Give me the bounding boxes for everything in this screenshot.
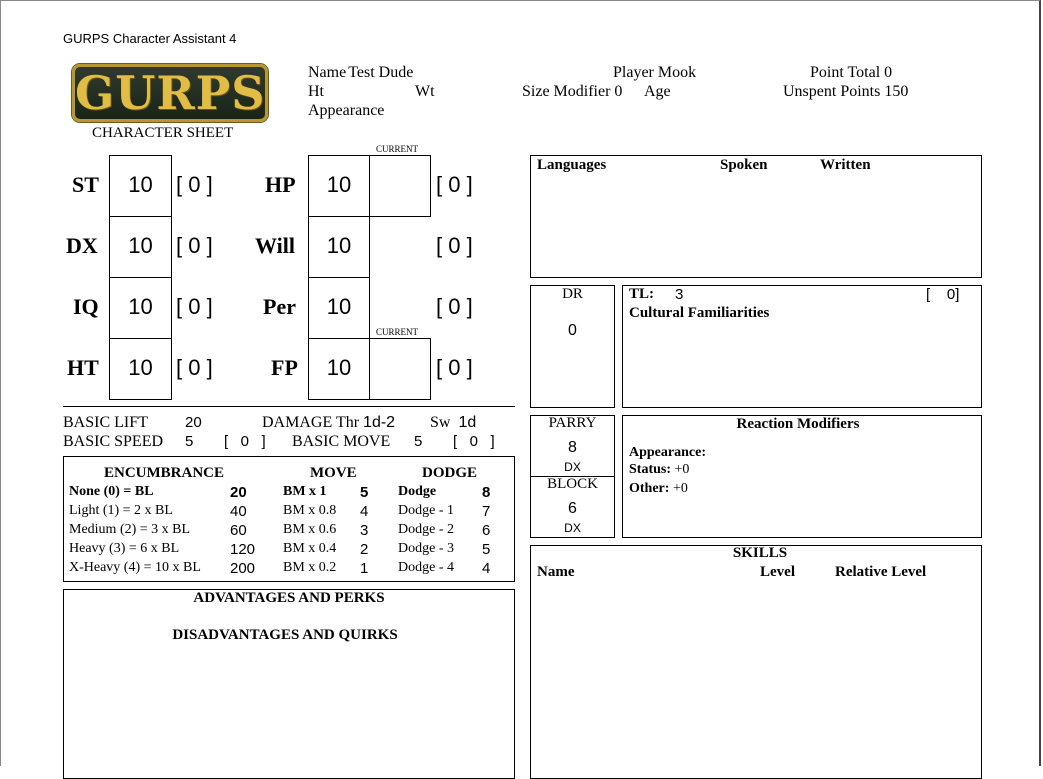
- enc-dodge-label-4: Dodge - 4: [398, 560, 454, 575]
- basic-lift-label: BASIC LIFT: [63, 414, 148, 431]
- tl-label: TL:: [629, 286, 655, 302]
- enc-level-2: Medium (2) = 3 x BL: [69, 522, 191, 537]
- enc-move-3: 2: [360, 541, 369, 558]
- player-row: [613, 64, 696, 82]
- tl-cost: [ 0]: [926, 286, 960, 303]
- enc-level-3: Heavy (3) = 6 x BL: [69, 541, 180, 556]
- ht-cost: [ 0 ]: [176, 355, 213, 380]
- character-name[interactable]: Test Dude: [348, 64, 414, 81]
- dx-label: DX: [66, 233, 98, 258]
- dr-box[interactable]: [530, 285, 615, 408]
- per-cost: [ 0 ]: [436, 294, 473, 319]
- enc-dodge-label-0: Dodge: [398, 484, 437, 499]
- fp-cost: [ 0 ]: [436, 355, 473, 380]
- enc-move-4: 1: [360, 560, 369, 577]
- enc-weight-0: 20: [230, 484, 247, 501]
- iq-cost: [ 0 ]: [176, 294, 213, 319]
- block-label: BLOCK: [547, 476, 598, 492]
- reaction-status: +0: [674, 462, 690, 477]
- size-modifier[interactable]: 0: [614, 83, 623, 100]
- thrust-damage: 1d-2: [363, 414, 396, 431]
- appearance-label: Appearance: [308, 102, 385, 119]
- point-total[interactable]: 0: [884, 64, 893, 81]
- size-modifier-label: Size Modifier: [522, 83, 611, 100]
- reaction-appearance-label: Appearance:: [629, 445, 706, 460]
- skills-level-header: Level: [760, 564, 795, 580]
- dodge-header: DODGE: [422, 465, 478, 481]
- per-value: 10: [326, 294, 352, 319]
- enc-dodge-label-1: Dodge - 1: [398, 503, 454, 518]
- parry-value: 8: [568, 439, 577, 456]
- will-cost: [ 0 ]: [436, 233, 473, 258]
- hp-current-box[interactable]: [369, 155, 431, 217]
- enc-move-label-0: BM x 1: [283, 484, 327, 499]
- divider: [63, 406, 515, 407]
- enc-dodge-1: 7: [482, 503, 491, 520]
- enc-move-label-3: BM x 0.4: [283, 541, 337, 556]
- disadvantages-title: DISADVANTAGES AND QUIRKS: [172, 627, 398, 643]
- basic-move: 5: [414, 433, 423, 450]
- languages-title: Languages: [537, 157, 607, 173]
- character-sheet-label: CHARACTER SHEET: [92, 125, 234, 141]
- basic-lift: 20: [185, 414, 202, 431]
- gurps-logo: [72, 64, 268, 122]
- will-label: Will: [255, 233, 295, 258]
- iq-label: IQ: [73, 294, 99, 319]
- tl-box[interactable]: [622, 285, 982, 408]
- st-label: ST: [72, 172, 99, 197]
- name-label: Name: [308, 64, 347, 81]
- player-name[interactable]: Mook: [657, 64, 697, 81]
- unspent-row: [783, 83, 908, 101]
- enc-dodge-label-2: Dodge - 2: [398, 522, 454, 537]
- tl-value: 3: [675, 286, 684, 303]
- fp-current-box[interactable]: [369, 338, 431, 400]
- enc-level-1: Light (1) = 2 x BL: [69, 503, 173, 518]
- st-cost: [ 0 ]: [176, 172, 213, 197]
- skills-relative-header: Relative Level: [835, 564, 927, 580]
- hp-cost: [ 0 ]: [436, 172, 473, 197]
- point-total-row: [810, 64, 892, 82]
- block-source: DX: [564, 521, 581, 535]
- damage-label: DAMAGE: [262, 414, 333, 431]
- spoken-header: Spoken: [720, 157, 768, 173]
- dr-value: 0: [568, 322, 577, 339]
- ht-value: 10: [128, 355, 153, 380]
- per-label: Per: [263, 294, 296, 319]
- hp-value: 10: [326, 172, 352, 197]
- enc-dodge-label-3: Dodge - 3: [398, 541, 454, 556]
- fp-value: 10: [326, 355, 352, 380]
- swing-row: Sw 1d: [430, 414, 477, 431]
- logo-text: GURPS: [75, 66, 266, 120]
- basic-speed-cost: [ 0 ]: [224, 433, 266, 450]
- enc-move-label-1: BM x 0.8: [283, 503, 337, 518]
- enc-weight-2: 60: [230, 522, 247, 539]
- st-value: 10: [128, 172, 153, 197]
- enc-move-0: 5: [360, 484, 369, 501]
- wt-label: Wt: [415, 83, 435, 100]
- point-total-label: Point Total: [810, 64, 881, 81]
- reaction-other: +0: [672, 481, 688, 496]
- dx-value: 10: [128, 233, 153, 258]
- move-header: MOVE: [310, 465, 357, 481]
- parry-source: DX: [564, 460, 581, 474]
- parry-label: PARRY: [548, 415, 597, 431]
- enc-dodge-2: 6: [482, 522, 491, 539]
- reaction-status-row: Status: +0: [629, 462, 690, 477]
- enc-weight-4: 200: [230, 560, 256, 577]
- enc-dodge-0: 8: [482, 484, 491, 501]
- enc-weight-1: 40: [230, 503, 247, 520]
- advantages-title: ADVANTAGES AND PERKS: [193, 590, 385, 606]
- enc-move-1: 4: [360, 503, 369, 520]
- unspent-label: Unspent Points: [783, 83, 881, 100]
- size-modifier-row: [522, 83, 622, 101]
- advantages-box[interactable]: [63, 589, 515, 779]
- basic-speed: 5: [185, 433, 194, 450]
- basic-move-label: BASIC MOVE: [292, 433, 391, 450]
- written-header: Written: [820, 157, 871, 173]
- fp-current-label: CURRENT: [376, 327, 419, 337]
- basic-move-cost: [ 0 ]: [453, 433, 495, 450]
- block-value: 6: [568, 500, 577, 517]
- enc-level-0: None (0) = BL: [69, 484, 154, 499]
- skills-name-header: Name: [537, 564, 575, 580]
- age-label: Age: [644, 83, 671, 100]
- swing-damage: 1d: [458, 414, 477, 431]
- enc-weight-3: 120: [230, 541, 256, 558]
- enc-move-label-4: BM x 0.2: [283, 560, 337, 575]
- reaction-title: Reaction Modifiers: [736, 416, 860, 432]
- skills-title: SKILLS: [732, 545, 788, 561]
- reaction-other-row: Other: +0: [629, 481, 688, 496]
- dx-cost: [ 0 ]: [176, 233, 213, 258]
- enc-move-label-2: BM x 0.6: [283, 522, 337, 537]
- damage-row: DAMAGE Thr 1d-2: [262, 414, 396, 431]
- fp-label: FP: [271, 355, 298, 380]
- basic-speed-label: BASIC SPEED: [63, 433, 164, 450]
- will-value: 10: [326, 233, 352, 258]
- player-label: Player: [613, 64, 654, 81]
- cultural-familiarities-label: Cultural Familiarities: [629, 305, 770, 321]
- enc-move-2: 3: [360, 522, 369, 539]
- encumbrance-header: ENCUMBRANCE: [104, 465, 224, 481]
- enc-level-4: X-Heavy (4) = 10 x BL: [69, 560, 201, 575]
- ht-label: Ht: [308, 83, 324, 100]
- iq-value: 10: [128, 294, 153, 319]
- hp-current-label: CURRENT: [376, 144, 419, 154]
- hp-label: HP: [265, 172, 296, 197]
- dr-label: DR: [562, 286, 583, 302]
- app-title: GURPS Character Assistant 4: [63, 31, 237, 46]
- unspent-points[interactable]: 150: [884, 83, 909, 100]
- enc-dodge-3: 5: [482, 541, 491, 558]
- name-row: [308, 64, 413, 82]
- enc-dodge-4: 4: [482, 560, 491, 577]
- ht-attr-label: HT: [67, 355, 99, 380]
